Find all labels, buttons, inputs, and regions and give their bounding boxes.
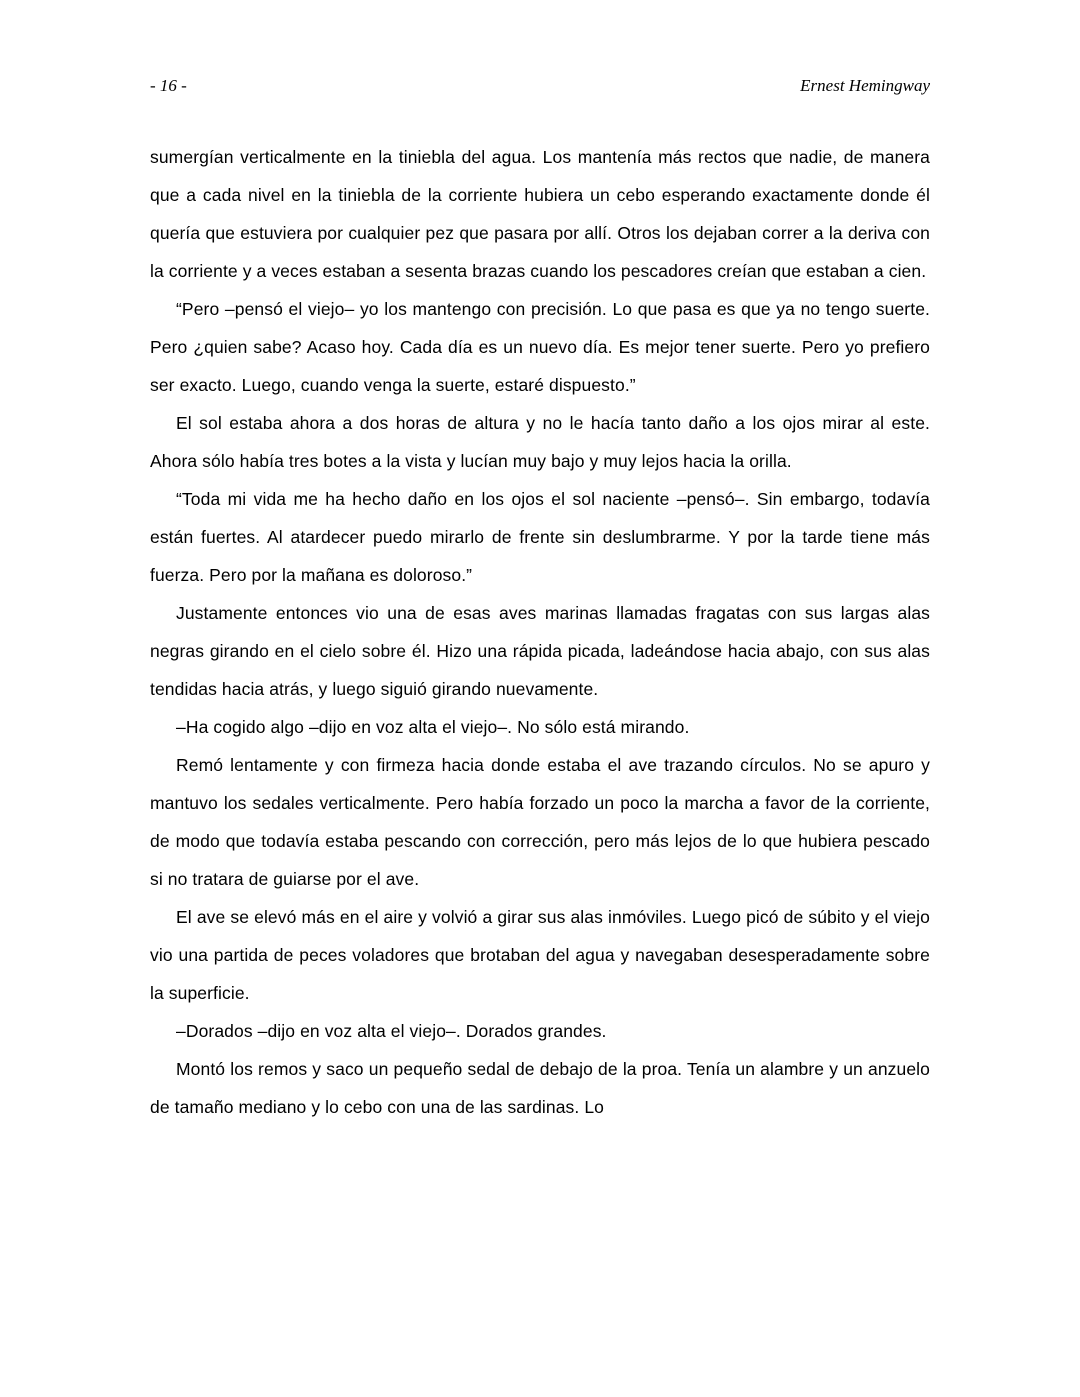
paragraph: El sol estaba ahora a dos horas de altura y no le hacía tanto daño a los ojos mirar al este. Ahora sólo había tres botes a la vista y lucían muy bajo y muy lejos hacia la orilla. <box>150 413 930 471</box>
paragraph: Montó los remos y saco un pequeño sedal de debajo de la proa. Tenía un alambre y un anzuelo de tamaño mediano y lo cebo con una de las sardinas. Lo <box>150 1059 930 1117</box>
author-name: Ernest Hemingway <box>800 76 930 95</box>
paragraph: Justamente entonces vio una de esas aves marinas llamadas fragatas con sus largas alas negras girando en el cielo sobre él. Hizo una rápida picada, ladeándose hacia abajo, con sus alas tendidas hacia atrás, y luego siguió girando nuevamente. <box>150 603 930 699</box>
paragraph: –Ha cogido algo –dijo en voz alta el viejo–. No sólo está mirando. <box>176 717 690 737</box>
page-number: - 16 - <box>150 76 187 95</box>
page-header <box>150 76 930 96</box>
paragraph: “Toda mi vida me ha hecho daño en los ojos el sol naciente –pensó–. Sin embargo, todavía están fuertes. Al atardecer puedo mirarlo de frente sin deslumbrarme. Y por la tarde tiene más fuerza. Pero por la mañana es doloroso.” <box>150 489 930 585</box>
document-body <box>150 138 930 1126</box>
paragraph: El ave se elevó más en el aire y volvió a girar sus alas inmóviles. Luego picó de súbito y el viejo vio una partida de peces voladores que brotaban del agua y navegaban desesperadamente sobre la superficie. <box>150 907 930 1003</box>
paragraph: sumergían verticalmente en la tiniebla del agua. Los mantenía más rectos que nadie, de manera que a cada nivel en la tiniebla de la corriente hubiera un cebo esperando exactamente donde él quería que estuviera por cualquier pez que pasara por allí. Otros los dejaban correr a la deriva con la corriente y a veces estaban a sesenta brazas cuando los pescadores creían que estaban a cien. <box>150 147 930 281</box>
paragraph: “Pero –pensó el viejo– yo los mantengo con precisión. Lo que pasa es que ya no tengo suerte. Pero ¿quien sabe? Acaso hoy. Cada día es un nuevo día. Es mejor tener suerte. Pero yo prefiero ser exacto. Luego, cuando venga la suerte, estaré dispuesto.” <box>150 299 930 395</box>
paragraph: Remó lentamente y con firmeza hacia donde estaba el ave trazando círculos. No se apuro y mantuvo los sedales verticalmente. Pero había forzado un poco la marcha a favor de la corriente, de modo que todavía estaba pescando con corrección, pero más lejos de lo que hubiera pescado si no tratara de guiarse por el ave. <box>150 755 930 889</box>
paragraph: –Dorados –dijo en voz alta el viejo–. Dorados grandes. <box>176 1021 607 1041</box>
